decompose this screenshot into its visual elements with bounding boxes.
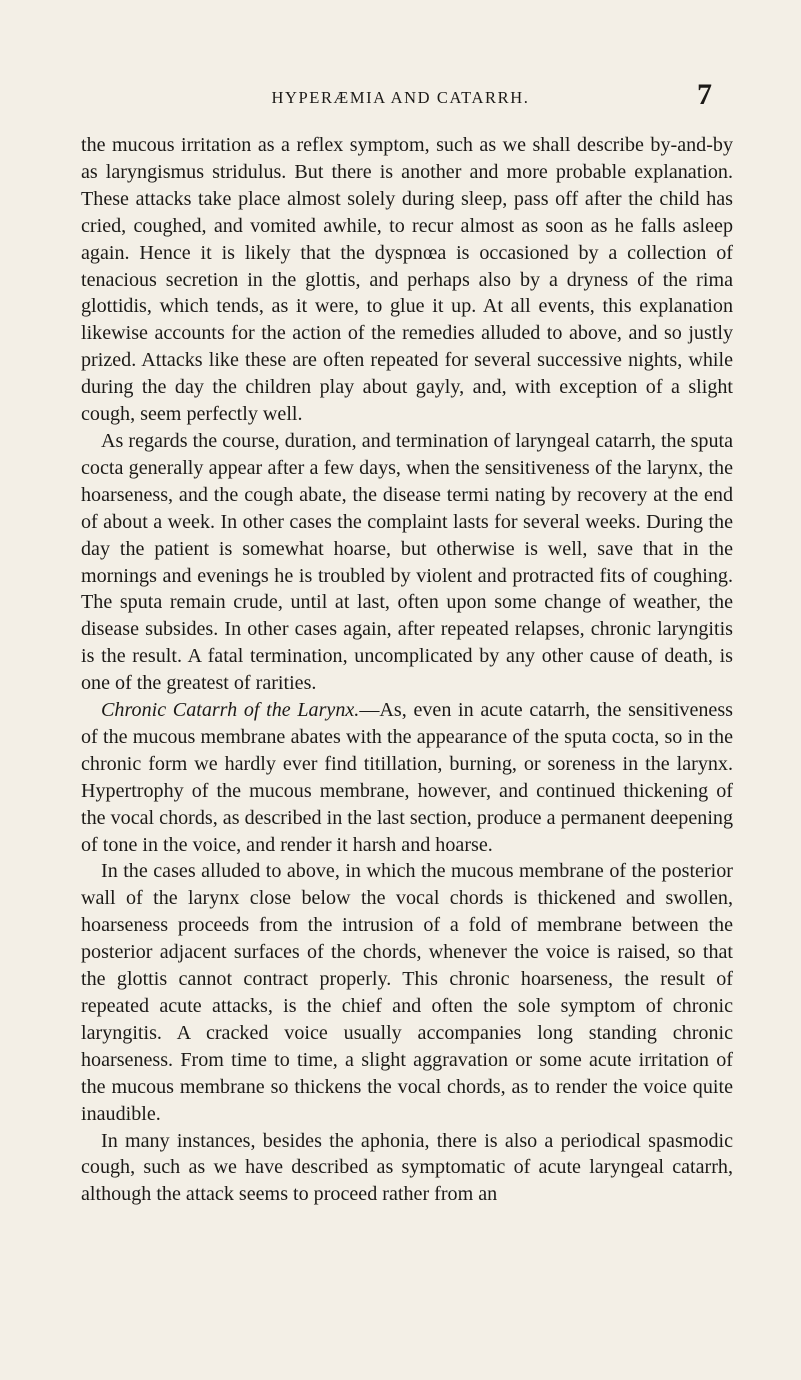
paragraph-course-duration xyxy=(81,428,733,697)
page-number: 7 xyxy=(697,78,712,111)
paragraph-text: In many instances, besides the aphonia, there is also a periodical spasmodic cough, such as we have described as symptomatic of acute laryngeal catarrh, although the attack seems to proceed rather from an xyxy=(81,1129,733,1206)
paragraph-aphonia xyxy=(81,1128,733,1209)
paragraph-chronic-catarrh xyxy=(81,697,733,858)
section-heading: Chronic Catarrh of the Larynx. xyxy=(101,699,360,722)
body-text xyxy=(81,132,733,1208)
paragraph-text: the mucous irritation as a reflex symptom, such as we shall describe by-and-by as laryngismus stridulus. But there is another and more probable explanation. These attacks take place almost solely during sleep, pass off after the child has cried, coughed, and vomited awhile, to recur almost as soon as he falls asleep again. Hence it is likely that the dyspnœa is occasioned by a collection of tenacious secretion in the glottis, and perhaps also by a dryness of the rima glottidis, which tends, as it were, to glue it up. At all events, this explanation likewise accounts for the action of the remedies alluded to above, and so justly prized. Attacks like these are often repeated for several successive nights, while during the day the children play about gayly, and, with exception of a slight cough, seem perfectly well. xyxy=(81,134,733,426)
paragraph-continuation xyxy=(81,132,733,428)
running-title: HYPERÆMIA AND CATARRH. xyxy=(271,88,530,107)
paragraph-text: —As, even in acute catarrh, the sensitiveness of the mucous membrane abates with the appearance of the sputa cocta, so in the chronic form we hardly ever find titillation, burning, or soreness in the larynx. Hypertrophy of the mucous membrane, however, and continued thickening of the vocal chords, as described in the last section, produce a permanent deepening of tone in the voice, and render it harsh and hoarse. xyxy=(81,699,733,856)
paragraph-posterior-wall xyxy=(81,858,733,1127)
paragraph-text: As regards the course, duration, and termination of laryngeal catarrh, the sputa cocta generally appear after a few days, when the sensitiveness of the larynx, the hoarseness, and the cough abate, the disease termi nating by recovery at the end of about a week. In other cases the complaint lasts for several weeks. During the day the patient is somewhat hoarse, but otherwise is well, save that in the mornings and evenings he is troubled by violent and protracted fits of coughing. The sputa remain crude, until at last, often upon some change of weather, the disease subsides. In other cases again, after repeated relapses, chronic laryngitis is the result. A fatal termination, uncomplicated by any other cause of death, is one of the greatest of rarities. xyxy=(81,429,733,695)
running-head xyxy=(0,78,801,111)
paragraph-text: In the cases alluded to above, in which the mucous membrane of the posterior wall of the larynx close below the vocal chords is thickened and swollen, hoarseness proceeds from the intrusion of a fold of membrane between the posterior adjacent surfaces of the chords, whenever the voice is raised, so that the glottis cannot contract properly. This chronic hoarseness, the result of repeated acute attacks, is the chief and often the sole symptom of chronic laryngitis. A cracked voice usually accompanies long standing chronic hoarseness. From time to time, a slight aggravation or some acute irritation of the mucous membrane so thickens the vocal chords, as to render the voice quite inaudible. xyxy=(81,860,733,1125)
